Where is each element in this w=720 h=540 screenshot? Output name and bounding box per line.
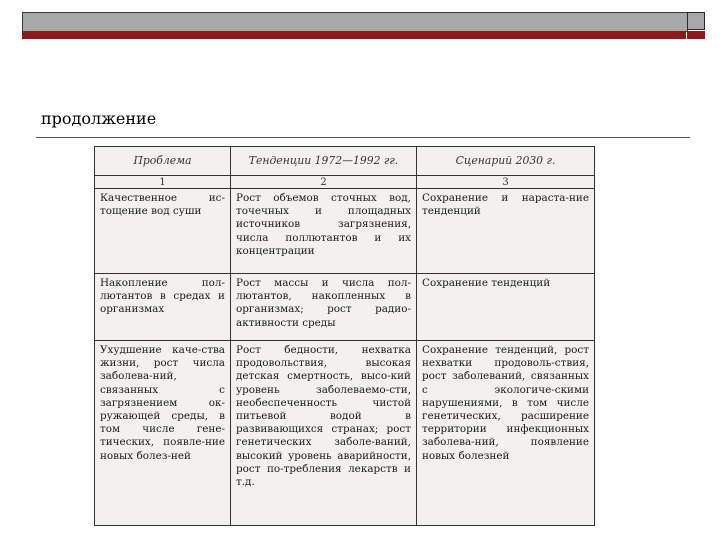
cell-scenario: Сохранение и нараста-ние тенденций	[417, 189, 595, 274]
cell-scenario: Сохранение тенденций, рост нехватки продоволь-ствия, рост заболеваний, связанных с экологиче-скими нарушениями, в том числе генетических, расширение территории инфекционных заболева-ний, появление новых болезней	[417, 341, 595, 526]
column-number: 1	[95, 176, 231, 189]
header-scenario: Сценарий 2030 г.	[417, 147, 595, 176]
table-row	[95, 274, 595, 341]
column-number: 3	[417, 176, 595, 189]
cell-scenario: Сохранение тенденций	[417, 274, 595, 341]
header-corner-square-red	[687, 31, 705, 39]
slide-subtitle: продолжение	[41, 109, 157, 128]
scanned-table-image	[94, 146, 594, 526]
cell-problem: Ухудшение каче-ства жизни, рост числа заболева-ний, связанных с загрязнением ок-ружающей среды, в том числе гене-тических, появле-ние новых болез-ней	[95, 341, 231, 526]
column-number-row	[95, 176, 595, 189]
header-band-red	[22, 31, 686, 39]
divider-line	[36, 137, 690, 138]
cell-trend: Рост массы и числа пол-лютантов, накопленных в организмах; рост радио-активности среды	[231, 274, 417, 341]
table-row	[95, 189, 595, 274]
column-number: 2	[231, 176, 417, 189]
problems-table	[94, 146, 595, 526]
cell-problem: Качественное ис-тощение вод суши	[95, 189, 231, 274]
cell-trend: Рост объемов сточных вод, точечных и площадных источников загрязнения, числа поллютантов и их концентрации	[231, 189, 417, 274]
cell-problem: Накопление пол-лютантов в средах и организмах	[95, 274, 231, 341]
header-trends: Тенденции 1972—1992 гг.	[231, 147, 417, 176]
header-band-gray	[22, 12, 688, 32]
cell-trend: Рост бедности, нехватка продовольствия, высокая детская смертность, высо-кий уровень заболеваемо-сти, необеспеченность чистой питьевой водой в развивающихся странах; рост генетических заболе-ваний, высокий уровень аварийности, рост по-требления лекарств и т.д.	[231, 341, 417, 526]
header-corner-square	[687, 12, 705, 30]
header-problem: Проблема	[95, 147, 231, 176]
table-header-row	[95, 147, 595, 176]
table-row	[95, 341, 595, 526]
